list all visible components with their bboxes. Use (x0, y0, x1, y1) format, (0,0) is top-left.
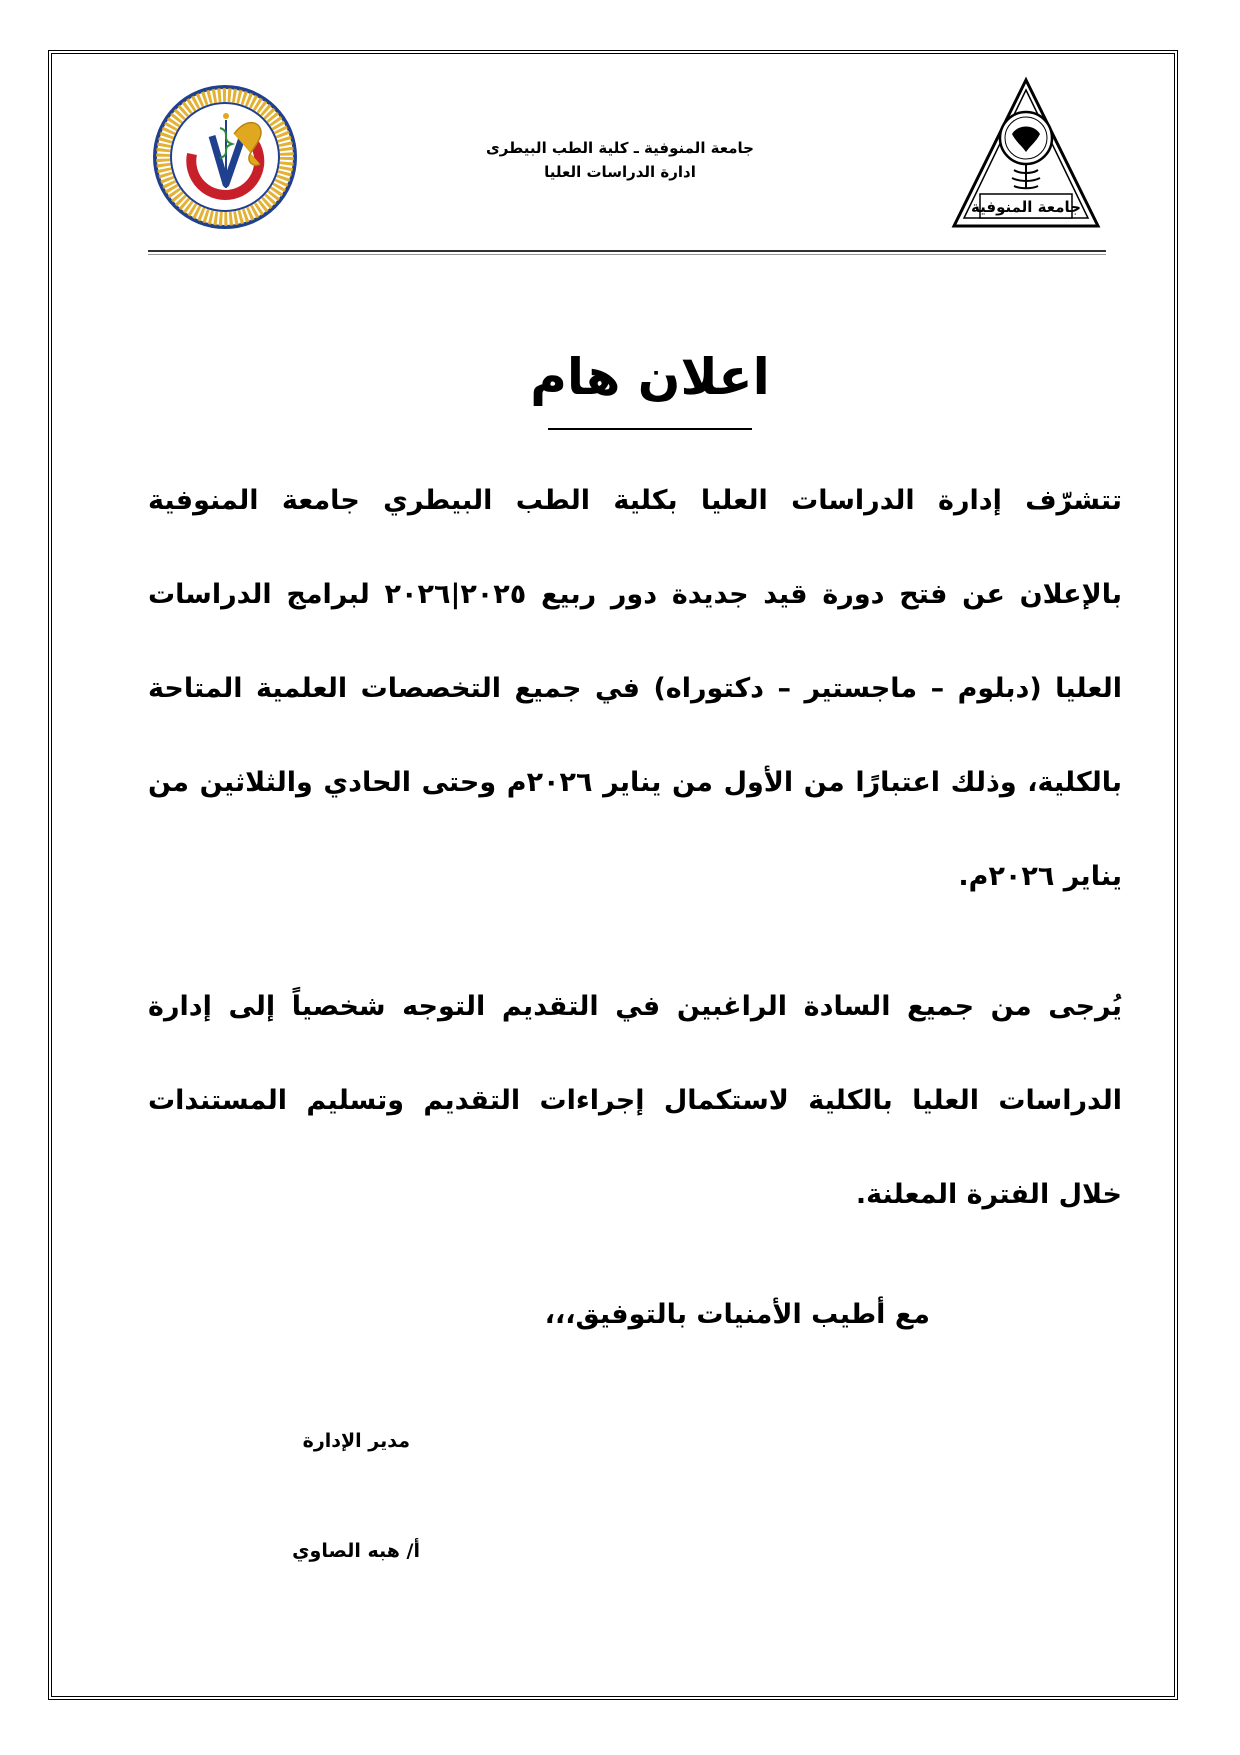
veterinary-faculty-logo-icon (152, 84, 298, 230)
menoufia-logo-text: جامعة المنوفية (971, 198, 1081, 216)
menoufia-university-logo-icon (950, 76, 1102, 230)
header-divider (148, 250, 1106, 252)
header-department: ادارة الدراسات العليا (544, 163, 696, 181)
announcement-paragraph-2: يُرجى من جميع السادة الراغبين في التقديم التوجه شخصياً إلى إدارة الدراسات العليا بالكلية لاستكمال إجراءات التقديم وتسليم المستندات خلال الفترة المعلنة. (148, 991, 1122, 1210)
closing-greeting: مع أطيب الأمنيات بالتوفيق،،، (544, 1299, 930, 1330)
header-text (400, 136, 840, 184)
announcement-title: اعلان هام (530, 348, 770, 406)
title-underline (548, 428, 752, 430)
signature-title: مدير الإدارة (302, 1430, 410, 1452)
signature-name: أ/ هبه الصاوي (292, 1540, 420, 1562)
header-university-faculty: جامعة المنوفية ـ كلية الطب البيطرى (486, 139, 754, 157)
announcement-paragraph-1: تتشرّف إدارة الدراسات العليا بكلية الطب البيطري جامعة المنوفية بالإعلان عن فتح دورة قيد جديدة دور ربيع ٢٠٢٥|٢٠٢٦ لبرامج الدراسات العليا (دبلوم – ماجستير – دكتوراه) في جميع التخصصات العلمية المتاحة بالكلية، وذلك اعتبارًا من الأول من يناير ٢٠٢٦م وحتى الحادي والثلاثين من يناير ٢٠٢٦م. (148, 485, 1123, 892)
header-divider-thin (148, 254, 1106, 255)
